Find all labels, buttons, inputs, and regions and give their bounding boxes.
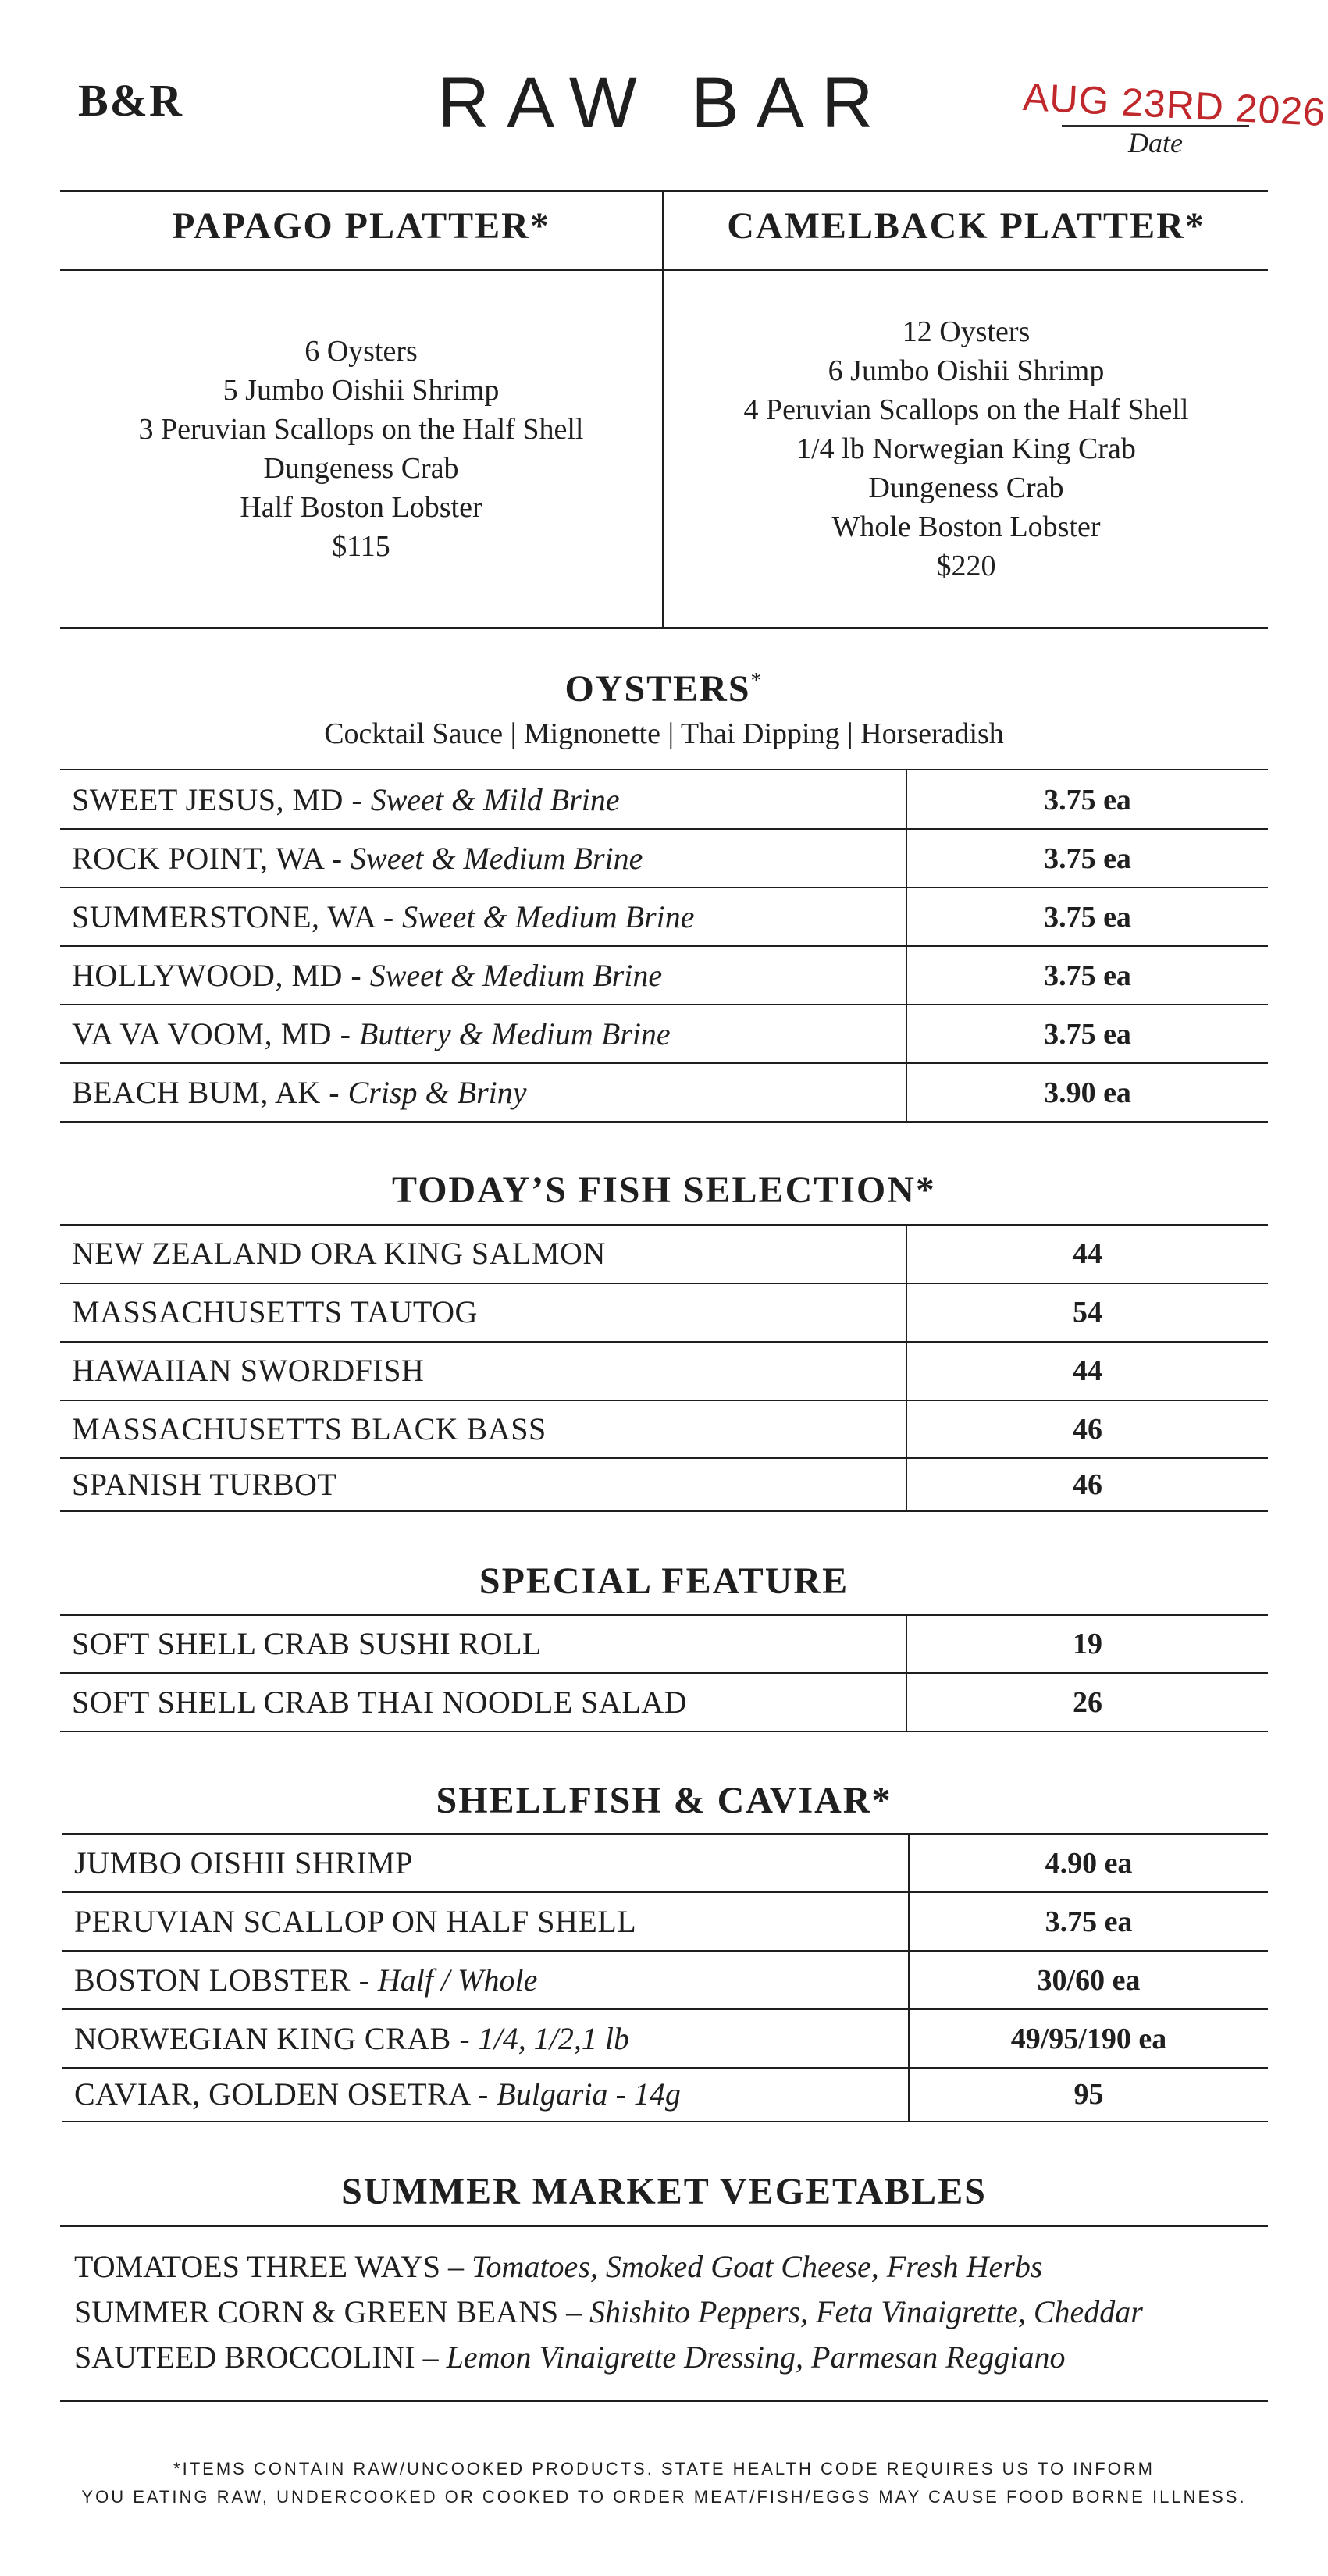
oyster-row: BEACH BUM, AK - Crisp & Briny xyxy=(72,1075,527,1110)
oyster-price: 3.90 ea xyxy=(1044,1076,1131,1109)
fish-name: MASSACHUSETTS TAUTOG xyxy=(72,1294,478,1329)
shellfish-caviar-title: SHELLFISH & CAVIAR* xyxy=(436,1780,892,1821)
fish-selection-title: TODAY’S FISH SELECTION* xyxy=(392,1169,936,1211)
fish-top-rule xyxy=(60,1224,1268,1226)
platter-item: 4 Peruvian Scallops on the Half Shell xyxy=(743,393,1189,426)
platter-item: Whole Boston Lobster xyxy=(831,511,1101,543)
shellfish-name: CAVIAR, GOLDEN OSETRA xyxy=(74,2076,470,2112)
oyster-row: HOLLYWOOD, MD - Sweet & Medium Brine xyxy=(72,958,663,993)
platter-item: 6 Jumbo Oishii Shrimp xyxy=(828,354,1105,387)
page-title: RAW BAR xyxy=(437,63,891,143)
platter-item: 3 Peruvian Scallops on the Half Shell xyxy=(138,413,584,446)
oyster-name: SUMMERSTONE, WA xyxy=(72,899,376,934)
oyster-row: SUMMERSTONE, WA - Sweet & Medium Brine xyxy=(72,899,695,934)
shellfish-rule xyxy=(62,2121,1268,2122)
shellfish-name: PERUVIAN SCALLOP ON HALF SHELL xyxy=(74,1904,637,1939)
date-label: Date xyxy=(1128,127,1183,158)
oyster-price: 3.75 ea xyxy=(1044,842,1131,875)
papago-platter-items xyxy=(60,332,662,566)
fish-price: 44 xyxy=(1073,1237,1102,1270)
oyster-price: 3.75 ea xyxy=(1044,901,1131,934)
shellfish-price: 95 xyxy=(1073,2078,1104,2111)
platter-item: Dungeness Crab xyxy=(868,471,1064,504)
platter-item: 12 Oysters xyxy=(902,315,1031,348)
platter-price: $220 xyxy=(936,550,996,582)
vegetables-title: SUMMER MARKET VEGETABLES xyxy=(341,2171,987,2212)
health-disclaimer-line-2: YOU EATING RAW, UNDERCOOKED OR COOKED TO ORDER MEAT/FISH/EGGS MAY CAUSE FOOD BORNE ILLNESS. xyxy=(81,2487,1247,2507)
special-name: SOFT SHELL CRAB THAI NOODLE SALAD xyxy=(72,1685,688,1720)
special-price: 19 xyxy=(1073,1628,1102,1660)
oyster-row: VA VA VOOM, MD - Buttery & Medium Brine xyxy=(72,1016,671,1051)
platter-item: 1/4 lb Norwegian King Crab xyxy=(796,432,1136,465)
oyster-row: SWEET JESUS, MD - Sweet & Mild Brine xyxy=(72,782,620,817)
camelback-platter-title: CAMELBACK PLATTER* xyxy=(727,205,1205,247)
special-rule xyxy=(60,1731,1268,1732)
shellfish-row xyxy=(74,1845,413,1881)
shellfish-rule xyxy=(62,2067,1268,2069)
vegetable-name: SUMMER CORN & GREEN BEANS xyxy=(74,2294,559,2329)
oyster-price: 3.75 ea xyxy=(1044,959,1131,992)
vegetable-desc: Lemon Vinaigrette Dressing, Parmesan Reggiano xyxy=(446,2339,1066,2375)
shellfish-top-rule xyxy=(62,1833,1268,1835)
oyster-price: 3.75 ea xyxy=(1044,1018,1131,1051)
fish-name: SPANISH TURBOT xyxy=(72,1467,337,1502)
oyster-desc: Sweet & Mild Brine xyxy=(370,782,620,817)
oysters-column-divider xyxy=(906,769,907,1121)
vegetable-name: TOMATOES THREE WAYS xyxy=(74,2249,440,2284)
shellfish-rule xyxy=(62,1950,1268,1952)
oyster-name: BEACH BUM, AK xyxy=(72,1075,321,1110)
platter-bottom-rule xyxy=(60,627,1268,629)
oyster-desc: Sweet & Medium Brine xyxy=(402,899,695,934)
shellfish-price: 3.75 ea xyxy=(1045,1905,1133,1938)
oyster-desc: Sweet & Medium Brine xyxy=(351,841,643,876)
shellfish-desc: Half / Whole xyxy=(377,1962,538,1998)
oyster-name: HOLLYWOOD, MD xyxy=(72,958,343,993)
shellfish-rule xyxy=(62,2008,1268,2010)
special-rule xyxy=(60,1672,1268,1674)
oysters-rule xyxy=(60,945,1268,947)
shellfish-desc: Bulgaria - 14g xyxy=(497,2076,681,2112)
fish-name: NEW ZEALAND ORA KING SALMON xyxy=(72,1236,606,1271)
oyster-desc: Crisp & Briny xyxy=(347,1075,527,1110)
vegetable-item: TOMATOES THREE WAYS – Tomatoes, Smoked Goat Cheese, Fresh Herbs xyxy=(74,2249,1043,2284)
fish-price: 44 xyxy=(1073,1354,1102,1387)
oysters-rule xyxy=(60,1004,1268,1005)
special-top-rule xyxy=(60,1614,1268,1616)
vegetable-item: SAUTEED BROCCOLINI – Lemon Vinaigrette Dressing, Parmesan Reggiano xyxy=(74,2339,1066,2375)
fish-price: 54 xyxy=(1073,1296,1102,1329)
oyster-price: 3.75 ea xyxy=(1044,784,1131,817)
vegetable-name: SAUTEED BROCCOLINI xyxy=(74,2339,415,2375)
platter-item: Dungeness Crab xyxy=(263,452,459,485)
health-disclaimer-line-1: *ITEMS CONTAIN RAW/UNCOOKED PRODUCTS. STATE HEALTH CODE REQUIRES US TO INFORM xyxy=(173,2459,1155,2478)
vegetable-item: SUMMER CORN & GREEN BEANS – Shishito Peppers, Feta Vinaigrette, Cheddar xyxy=(74,2294,1143,2329)
platter-item: 5 Jumbo Oishii Shrimp xyxy=(223,374,500,407)
fish-name: MASSACHUSETTS BLACK BASS xyxy=(72,1411,547,1446)
shellfish-row xyxy=(74,1903,636,1940)
vegetables-bottom-rule xyxy=(60,2400,1268,2402)
special-price: 26 xyxy=(1073,1686,1102,1719)
oysters-rule xyxy=(60,887,1268,888)
oysters-rule xyxy=(60,769,1268,770)
fish-rule xyxy=(60,1400,1268,1401)
vegetables-top-rule xyxy=(60,2225,1268,2227)
shellfish-price: 4.90 ea xyxy=(1045,1847,1133,1880)
fish-rule xyxy=(60,1341,1268,1343)
shellfish-row: BOSTON LOBSTER - Half / Whole xyxy=(74,1962,538,1998)
special-feature-title: SPECIAL FEATURE xyxy=(479,1560,849,1602)
shellfish-row: NORWEGIAN KING CRAB - 1/4, 1/2,1 lb xyxy=(74,2021,629,2056)
vegetable-desc: Shishito Peppers, Feta Vinaigrette, Cheddar xyxy=(589,2294,1143,2329)
oysters-rule xyxy=(60,1062,1268,1064)
oyster-name: VA VA VOOM, MD xyxy=(72,1016,333,1051)
platter-item: Half Boston Lobster xyxy=(240,491,482,524)
papago-platter-title: PAPAGO PLATTER* xyxy=(172,205,550,247)
oysters-title xyxy=(0,667,1328,710)
shellfish-price: 49/95/190 ea xyxy=(1010,2023,1167,2055)
oyster-sauces: Cocktail Sauce | Mignonette | Thai Dipping | Horseradish xyxy=(324,717,1004,750)
oysters-rule xyxy=(60,828,1268,830)
fish-price: 46 xyxy=(1073,1413,1102,1446)
shellfish-name: JUMBO OISHII SHRIMP xyxy=(74,1845,414,1880)
platter-price: $115 xyxy=(332,530,390,563)
oysters-title-mark: * xyxy=(750,669,764,693)
restaurant-logo: B&R xyxy=(78,75,183,126)
fish-rule xyxy=(60,1283,1268,1284)
fish-rule xyxy=(60,1510,1268,1512)
platter-item: 6 Oysters xyxy=(304,335,418,368)
fish-name: HAWAIIAN SWORDFISH xyxy=(72,1353,425,1388)
shellfish-price: 30/60 ea xyxy=(1037,1964,1141,1997)
special-name: SOFT SHELL CRAB SUSHI ROLL xyxy=(72,1626,542,1661)
shellfish-row: CAVIAR, GOLDEN OSETRA - Bulgaria - 14g xyxy=(74,2076,681,2112)
fish-price: 46 xyxy=(1073,1468,1102,1501)
shellfish-name: BOSTON LOBSTER xyxy=(74,1962,351,1998)
oyster-desc: Sweet & Medium Brine xyxy=(369,958,663,993)
fish-rule xyxy=(60,1457,1268,1459)
shellfish-rule xyxy=(62,1891,1268,1893)
vegetable-desc: Tomatoes, Smoked Goat Cheese, Fresh Herbs xyxy=(471,2249,1043,2284)
oyster-name: SWEET JESUS, MD xyxy=(72,782,344,817)
oysters-rule xyxy=(60,1121,1268,1123)
date-stamp: AUG 23RD 2026 xyxy=(1021,74,1327,135)
oysters-title-text: OYSTERS xyxy=(564,668,751,710)
shellfish-name: NORWEGIAN KING CRAB xyxy=(74,2021,451,2056)
shellfish-desc: 1/4, 1/2,1 lb xyxy=(478,2021,629,2056)
oyster-desc: Buttery & Medium Brine xyxy=(358,1016,671,1051)
oyster-row: ROCK POINT, WA - Sweet & Medium Brine xyxy=(72,841,643,876)
camelback-platter-items xyxy=(664,312,1268,585)
oyster-name: ROCK POINT, WA xyxy=(72,841,324,876)
